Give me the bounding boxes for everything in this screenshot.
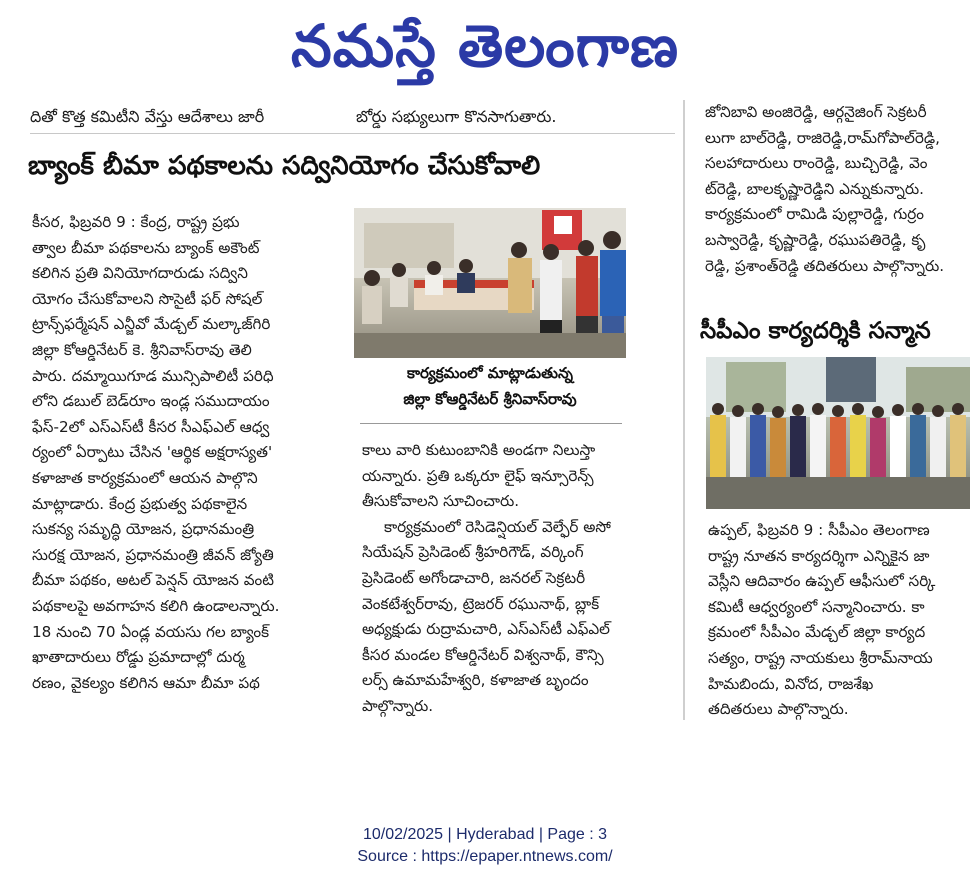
article-2-body bbox=[708, 518, 970, 723]
caption-divider bbox=[360, 423, 622, 424]
text-line: ప్రెసిడెంట్ అగోండాచారి, జనరల్ సెక్రటరీ bbox=[362, 568, 586, 587]
text-line: తదితరులు పాల్గొన్నారు. bbox=[708, 700, 849, 719]
photo-caption bbox=[355, 360, 625, 412]
article-2-headline: సీపీఎం కార్యదర్శికి సన్మాన bbox=[700, 318, 931, 344]
column-separator bbox=[683, 100, 685, 720]
text-line: లర్స్ ఉమామహేశ్వరి, కళాజాత బృందం bbox=[362, 671, 589, 690]
text-line: సుకన్య సమృద్ధి యోజన, ప్రధానమంత్రి bbox=[32, 520, 255, 539]
photo-caption-line-1: కార్యక్రమంలో మాట్లాడుతున్న bbox=[407, 364, 573, 382]
text-line: తీసుకోవాలని సూచించారు. bbox=[362, 492, 520, 511]
source-link[interactable]: Source : https://epaper.ntnews.com/ bbox=[357, 848, 613, 865]
article-2-photo bbox=[706, 357, 970, 509]
text-line: కార్యక్రమంలో రెసిడెన్షియల్ వెల్ఫేర్ అసో bbox=[384, 517, 611, 536]
text-line: వెస్లీని ఆదివారం ఉప్పల్ ఆఫీసులో సర్కి bbox=[708, 572, 936, 591]
text-line: ఉప్పల్, ఫిబ్రవరి 9 : సీపీఎం తెలంగాణ bbox=[708, 521, 930, 539]
article-body-column-1 bbox=[32, 210, 337, 750]
article-body-column-2 bbox=[362, 438, 662, 720]
text-line: రాష్ట్ర నూతన కార్యదర్శిగా ఎన్నికైన జా bbox=[708, 546, 930, 565]
text-line: అధ్యక్షుడు రుద్రామచారి, ఎస్ఎస్‌టీ ఎఫ్ఎల్ bbox=[362, 620, 610, 639]
text-line: హిమబిందు, వినోద, రాజశేఖ bbox=[708, 674, 874, 693]
text-line: కలిగిన ప్రతి వినియోగదారుడు సద్విని bbox=[32, 264, 248, 283]
text-line: ఖాతాదారులు రోడ్డు ప్రమాదాల్లో దుర్మ bbox=[32, 648, 245, 667]
text-line: రణం, వైకల్యం కలిగిన ఆమా బీమా పథ bbox=[32, 673, 260, 692]
text-line: యన్నారు. ప్రతి ఒక్కరూ లైఫ్ ఇన్సూరెన్స్ bbox=[362, 466, 594, 485]
text-line: సత్యం, రాష్ట్ర నాయకులు శ్రీరామ్‌నాయ bbox=[708, 648, 933, 667]
text-line: పారు. దమ్మాయిగూడ మున్సిపాలిటీ పరిధి bbox=[32, 366, 274, 385]
text-line: లోని డబుల్ బెడ్‌రూం ఇండ్ల సముదాయం bbox=[32, 392, 270, 411]
text-line: త్వాల బీమా పథకాలను బ్యాంక్ అకౌంట్ bbox=[32, 238, 260, 257]
text-line: జిల్లా కోఆర్డినేటర్ కె. శ్రీనివాస్‌రావు తెలి bbox=[32, 340, 252, 359]
photo-caption-line-2: జిల్లా కోఆర్డినేటర్ శ్రీనివాస్‌రావు bbox=[403, 390, 577, 408]
text-line: కీసర మండల కోఆర్డినేటర్ విశ్వనాథ్, కౌన్సి bbox=[362, 645, 604, 664]
text-line: సలహాదారులు రాంరెడ్డి, బుచ్చిరెడ్డి, వెం bbox=[705, 154, 928, 173]
text-line: క్రమంలో సీపీఎం మేడ్చల్ జిల్లా కార్యద bbox=[708, 623, 926, 642]
text-line: మాట్లాడారు. కేంద్ర ప్రభుత్వ పథకాలైన bbox=[32, 494, 248, 513]
text-line: పాల్గొన్నారు. bbox=[362, 696, 434, 715]
article-photo bbox=[354, 208, 626, 358]
text-line: 18 నుంచి 70 ఏండ్ల వయసు గల బ్యాంక్ bbox=[32, 622, 270, 641]
text-line: రెడ్డి, ప్రశాంత్‌రెడ్డి తదితరులు పాల్గొన్నారు. bbox=[705, 256, 945, 275]
text-line: జోనిబావి అంజిరెడ్డి, ఆర్గనైజింగ్ సెక్రటరీ bbox=[705, 103, 927, 121]
continuation-left: దితో కొత్త కమిటీని వేస్తు ఆదేశాలు జారీ bbox=[30, 107, 265, 126]
article-headline: బ్యాంక్ బీమా పథకాలను సద్వినియోగం చేసుకోవాలి bbox=[28, 151, 541, 181]
group-photo-scene bbox=[706, 357, 970, 509]
newspaper-masthead: నమస్తే తెలంగాణ bbox=[291, 12, 679, 80]
text-line: ట్‌రెడ్డి, బాలకృష్ణారెడ్డిని ఎన్నుకున్నారు. bbox=[705, 179, 924, 198]
text-line: ట్రాన్స్‌ఫర్మేషన్ ఎన్జీవో మేడ్చల్ మల్కాజ్‌గిరి bbox=[32, 315, 271, 334]
text-line: కీసర, ఫిబ్రవరి 9 : కేంద్ర, రాష్ట్ర ప్రభు bbox=[32, 213, 240, 231]
text-line: కార్యక్రమంలో రామిడి పుల్లారెడ్డి, గుర్రం bbox=[705, 205, 924, 224]
text-line: పథకాలపై అవగాహన కలిగి ఉండాలన్నారు. bbox=[32, 596, 280, 615]
continuation-middle: బోర్డు సభ్యులుగా కొనసాగుతారు. bbox=[356, 107, 557, 126]
text-line: కాలు వారి కుటుంబానికి అండగా నిలుస్తా bbox=[362, 441, 596, 459]
text-line: సియేషన్ ప్రెసిడెంట్ శ్రీహరిగౌడ్, వర్కింగ్ bbox=[362, 543, 584, 562]
text-line: కమిటీ ఆధ్వర్యంలో సన్మానించారు. కా bbox=[708, 597, 925, 616]
continuation-right bbox=[705, 100, 970, 279]
text-line: కళాజాత కార్యక్రమంలో ఆయన పాల్గొని bbox=[32, 468, 258, 487]
photo-scene bbox=[354, 208, 626, 358]
text-line: ర్యంలో ఏర్పాటు చేసిన 'ఆర్థిక అక్షరాస్యత' bbox=[32, 443, 273, 462]
section-divider bbox=[30, 133, 675, 134]
text-line: వెంకటేశ్వర్‌రావు, ట్రెజరర్ రఘునాథ్, బ్లాక్ bbox=[362, 594, 600, 613]
text-line: లుగా బాల్‌రెడ్డి, రాజిరెడ్డి,రామ్‌గోపాల్‌రెడ్డి, bbox=[705, 128, 940, 147]
text-line: యోగం చేసుకోవాలని సొసైటీ ఫర్ సోషల్ bbox=[32, 289, 263, 308]
text-line: బీమా పథకం, అటల్ పెన్షన్ యోజన వంటి bbox=[32, 571, 274, 590]
text-line: సురక్ష యోజన, ప్రధానమంత్రి జీవన్ జ్యోతి bbox=[32, 545, 274, 564]
text-line: ఫేస్-2లో ఎస్ఎస్‌టీ కీసర సీఎఫ్ఎల్ ఆధ్వ bbox=[32, 417, 270, 436]
text-line: బస్వారెడ్డి, కృష్ణారెడ్డి, రఘుపతిరెడ్డి, కృ bbox=[705, 230, 926, 249]
edition-info: 10/02/2025 | Hyderabad | Page : 3 bbox=[362, 826, 608, 843]
